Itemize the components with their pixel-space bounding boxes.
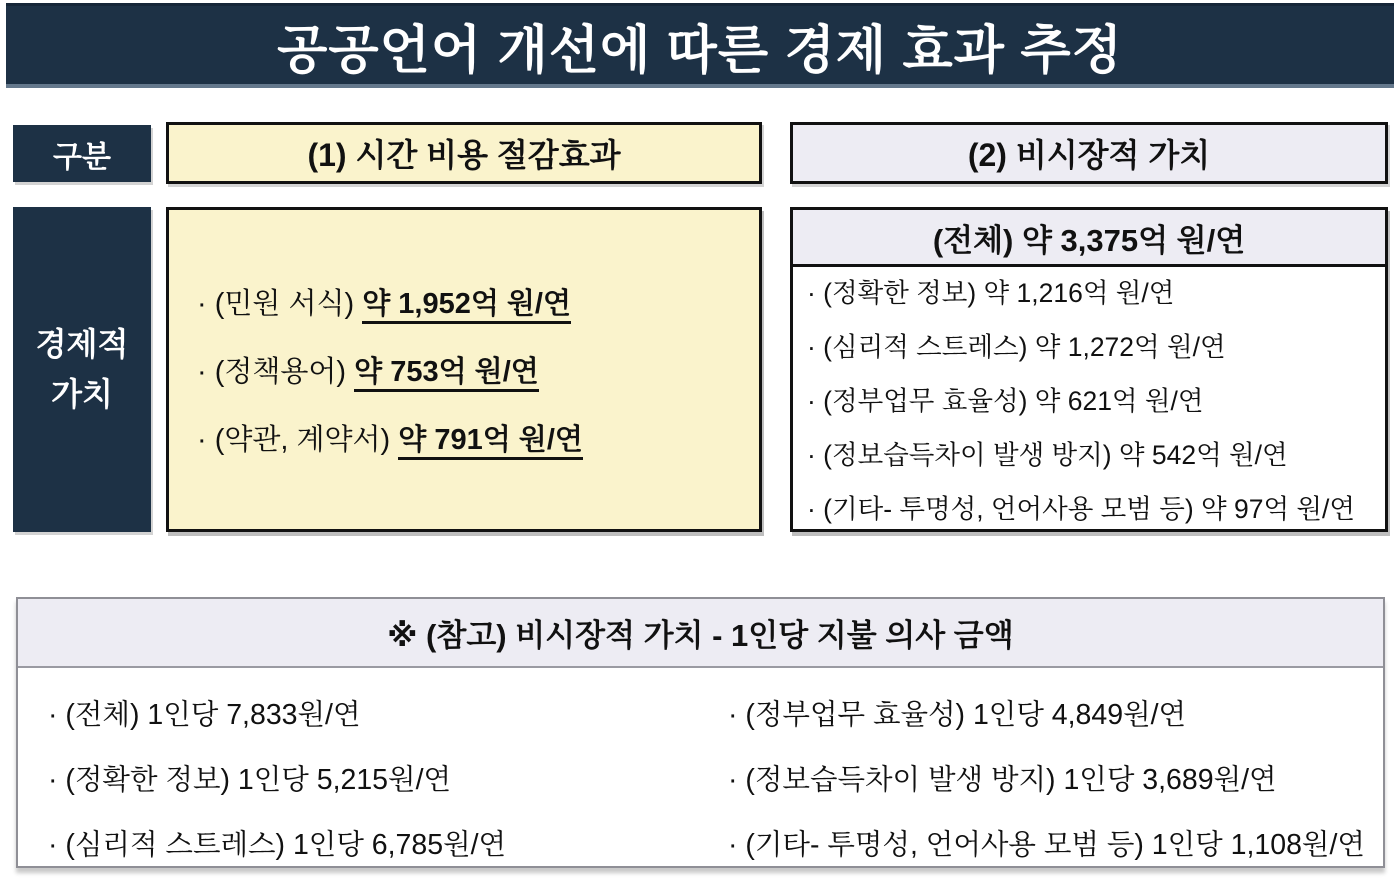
time-saving-item [197, 417, 759, 458]
time-saving-item [197, 281, 759, 322]
nonmarket-item-list [793, 267, 1385, 529]
time-saving-item-label: · (정책용어) [197, 356, 355, 388]
reference-body [18, 668, 1383, 866]
nonmarket-item: · (정보습득차이 발생 방지) 약 542억 원/연 [807, 439, 1288, 470]
nonmarket-item: · (기타- 투명성, 언어사용 모범 등) 약 97억 원/연 [807, 493, 1355, 524]
economic-value-label-line2: 가치 [51, 375, 113, 412]
time-saving-item-label: · (약관, 계약서) [197, 424, 399, 456]
reference-header [18, 599, 1383, 668]
economic-value-label-line1: 경제적 [35, 325, 129, 362]
nonmarket-item: · (정부업무 효율성) 약 621억 원/연 [807, 385, 1204, 416]
time-saving-item [197, 349, 759, 390]
reference-box [16, 597, 1385, 868]
reference-right-column [728, 692, 1373, 866]
reference-item: · (정보습득차이 발생 방지) 1인당 3,689원/연 [728, 764, 1277, 796]
nonmarket-total-value: (전체) 약 3,375억 원/연 [932, 222, 1246, 258]
title-banner [6, 3, 1394, 88]
reference-item: · (전체) 1인당 7,833원/연 [48, 699, 361, 731]
reference-item: · (정부업무 효율성) 1인당 4,849원/연 [728, 699, 1187, 731]
time-saving-box [166, 207, 762, 532]
reference-title: ※ (참고) 비시장적 가치 - 1인당 지불 의사 금액 [387, 618, 1014, 653]
column-header-nonmarket-label: (2) 비시장적 가치 [967, 137, 1211, 173]
time-saving-item-value: 약 791억 원/연 [398, 424, 583, 460]
economic-value-label-box [13, 207, 151, 532]
column-header-time-saving-label: (1) 시간 비용 절감효과 [307, 137, 621, 173]
reference-left-column [48, 692, 728, 866]
reference-item: · (기타- 투명성, 언어사용 모범 등) 1인당 1,108원/연 [728, 829, 1365, 861]
nonmarket-value-box [790, 207, 1388, 532]
time-saving-item-value: 약 753억 원/연 [354, 356, 539, 392]
reference-item: · (심리적 스트레스) 1인당 6,785원/연 [48, 829, 507, 861]
column-header-time-saving [166, 122, 762, 184]
page-title: 공공언어 개선에 따른 경제 효과 추정 [277, 21, 1123, 80]
category-label-box [13, 125, 151, 182]
category-label: 구분 [53, 140, 111, 174]
nonmarket-item: · (정확한 정보) 약 1,216억 원/연 [807, 277, 1175, 308]
column-header-nonmarket [790, 122, 1388, 184]
nonmarket-total-header [793, 210, 1385, 267]
reference-item: · (정확한 정보) 1인당 5,215원/연 [48, 764, 452, 796]
time-saving-item-label: · (민원 서식) [197, 288, 363, 320]
nonmarket-item: · (심리적 스트레스) 약 1,272억 원/연 [807, 331, 1226, 362]
time-saving-item-value: 약 1,952억 원/연 [362, 288, 571, 324]
